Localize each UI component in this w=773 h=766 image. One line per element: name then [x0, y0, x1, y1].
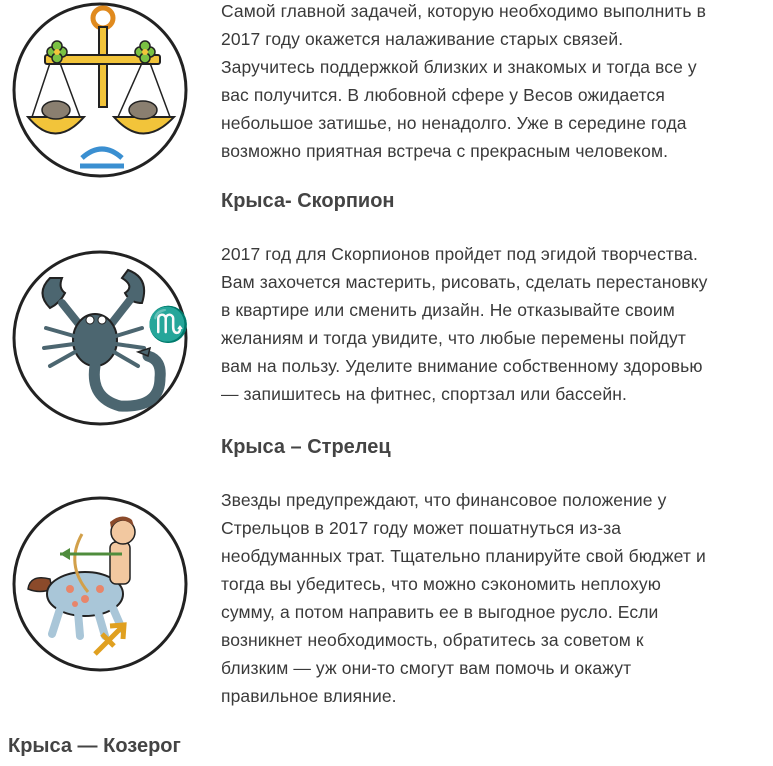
svg-text:♏: ♏	[147, 305, 190, 345]
libra-zodiac-icon	[10, 0, 190, 185]
text-line: возникнет необходимость, обратитесь за советом к	[221, 630, 644, 650]
libra-text	[221, 0, 769, 165]
scorpio-text	[221, 240, 769, 408]
text-line: небольшое затишье, но ненадолго. Уже в середине года	[221, 113, 687, 133]
sagittarius-zodiac-icon	[10, 494, 190, 679]
text-line: — запишитесь на фитнес, спортзал или бассейн.	[221, 384, 627, 404]
scorpio-heading: Крыса- Скорпион	[221, 190, 395, 212]
text-line: желаниям и тогда увидите, что любые перемены пойдут	[221, 328, 686, 348]
text-line: Заручитесь поддержкой близких и знакомых и тогда все у	[221, 57, 697, 77]
sagittarius-text	[221, 486, 769, 710]
text-line: Самой главной задачей, которую необходимо выполнить в	[221, 1, 706, 21]
text-line: 2017 году окажется налаживание старых связей.	[221, 29, 624, 49]
text-line: в квартире или сменить дизайн. Не отказывайте своим	[221, 300, 675, 320]
scorpio-zodiac-icon	[10, 248, 190, 433]
text-line: вас получится. В любовной сфере у Весов ожидается	[221, 85, 665, 105]
text-line: возможно приятная встреча с прекрасным человеком.	[221, 141, 669, 161]
text-line: 2017 год для Скорпионов пройдет под эгидой творчества.	[221, 244, 698, 264]
text-line: близким — уж они-то смогут вам помочь и окажут	[221, 658, 632, 678]
text-line: Вам захочется мастерить, рисовать, сделать перестановку	[221, 272, 708, 292]
text-line: тогда вы убедитесь, что можно сэкономить неплохую	[221, 574, 662, 594]
sagittarius-heading: Крыса – Стрелец	[221, 436, 391, 458]
capricorn-heading: Крыса — Козерог	[8, 735, 181, 757]
text-line: необдуманных трат. Тщательно планируйте свой бюджет и	[221, 546, 706, 566]
text-line: Стрельцов в 2017 году может пошатнуться из-за	[221, 518, 622, 538]
text-line: Звезды предупреждают, что финансовое положение у	[221, 490, 667, 510]
text-line: сумму, а потом направить ее в выгодное русло. Если	[221, 602, 659, 622]
text-line: вам на пользу. Уделите внимание собственному здоровью	[221, 356, 703, 376]
text-line: правильное влияние.	[221, 686, 397, 706]
